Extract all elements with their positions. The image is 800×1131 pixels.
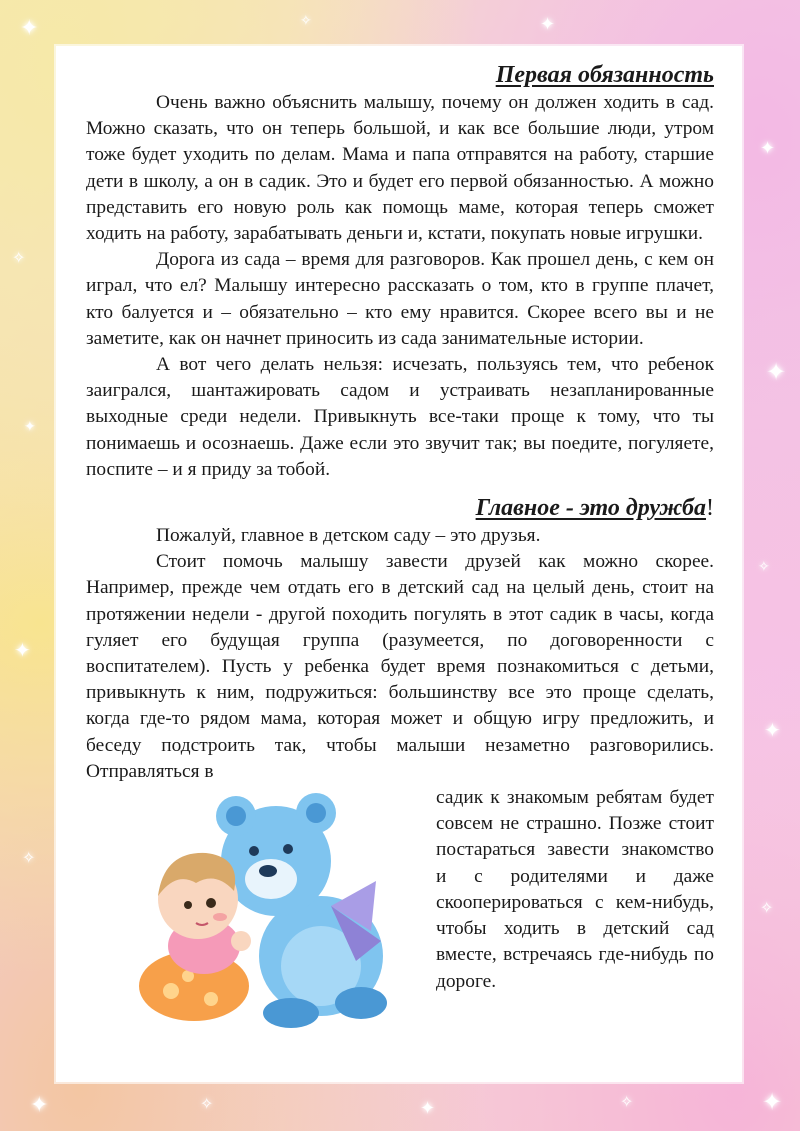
- content-page: [56, 46, 742, 1082]
- paragraph: Стоит помочь малышу завести друзей как можно скорее. Например, прежде чем отдать его в детский сад на целый день, стоит на протяжении недели - другой походить погулять в этот садик в часы, когда гуляет его будущая группа (разумеется, по договоренности с воспитателем). Пусть у ребенка будет время познакомиться с детьми, привыкнуть к ним, подружиться: большинству все это проще сделать, когда где-то рядом мама, которая может и общую игру предложить, и беседу подстроить так, чтобы малыши незаметно разговорились. Отправляться в: [86, 551, 714, 782]
- paragraph: Дорога из сада – время для разговоров. Как прошел день, с кем он играл, что ел? Малышу интересно рассказать о том, кто в группе плачет, кто балуется и – обязательно – кто ему нравится. Скорее всего вы и не заметите, как он начнет приносить из сада занимательные истории.: [86, 249, 714, 349]
- sparkle-icon: ✧: [758, 559, 770, 575]
- paragraph: Очень важно объяснить малышу, почему он должен ходить в сад. Можно сказать, что он теперь большой, и как все большие люди, утром тоже будет уходить по делам. Мама и папа отправятся на работу, старшие дети в школу, а он в садик. Это и будет его первой обязанностью. А можно представить его новую роль как помощь маме, которая теперь сможет ходить на работу, зарабатывать деньги и, кстати, покупать новые игрушки.: [86, 92, 714, 245]
- sparkle-icon: ✧: [300, 13, 312, 29]
- sparkle-icon: ✦: [764, 718, 781, 742]
- sparkle-icon: ✧: [12, 248, 26, 267]
- child-with-teddy-bear-illustration: [116, 791, 416, 1031]
- sparkle-icon: ✦: [540, 14, 556, 35]
- sparkle-icon: ✦: [766, 358, 787, 386]
- sparkle-icon: ✦: [14, 638, 31, 662]
- sparkle-icon: ✦: [420, 1098, 436, 1119]
- section-heading-friendship: [86, 493, 714, 523]
- paragraph: А вот чего делать нельзя: исчезать, пользуясь тем, что ребенок заигрался, шантажировать садом и устраивать незапланированные выходные среди недели. Привыкнуть все-таки проще к тому, что ты понимаешь и осознаешь. Даже если это звучит так; вы поедите, погуляете, поспите – и я приду за тобой.: [86, 354, 714, 480]
- paragraph: Пожалуй, главное в детском саду – это друзья.: [156, 525, 541, 547]
- illustration-svg: [116, 791, 416, 1031]
- sparkle-icon: ✧: [22, 848, 36, 867]
- sparkle-icon: ✧: [200, 1094, 214, 1113]
- sparkle-icon: ✦: [20, 16, 39, 41]
- sparkle-icon: ✧: [760, 898, 774, 917]
- illustrated-block: [86, 785, 714, 995]
- sparkle-icon: ✦: [30, 1093, 49, 1118]
- sparkle-icon: ✦: [762, 1088, 783, 1116]
- sparkle-icon: ✦: [760, 138, 776, 159]
- paragraph-wrapped: садик к знакомым ребятам будет совсем не страшно. Позже стоит постараться завести знакомство и с родителями и даже скооперироваться с кем-нибудь, чтобы ходить в детский сад вместе, встречаясь где-нибудь по дороге.: [436, 787, 714, 992]
- section-heading-first-duty: Первая обязанность: [495, 62, 714, 88]
- heading-suffix: !: [706, 495, 714, 522]
- heading-text: Главное - это дружба: [475, 495, 706, 522]
- sparkle-icon: ✦: [24, 419, 36, 435]
- sparkle-icon: ✧: [620, 1092, 634, 1111]
